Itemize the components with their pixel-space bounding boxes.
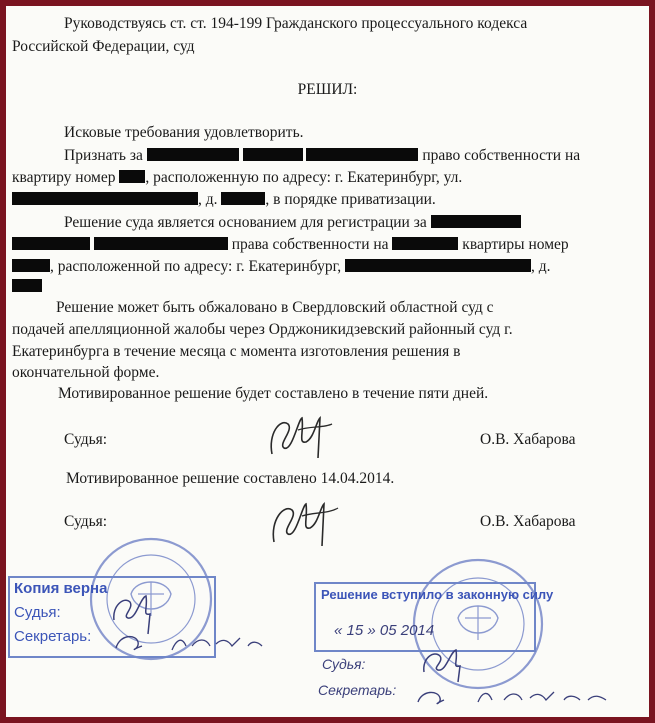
judge-label-2: Судья:	[64, 513, 108, 530]
copy-stamp-secretary: Секретарь:	[14, 628, 92, 645]
court-decision-page	[6, 6, 649, 717]
redaction	[119, 170, 145, 183]
para4-line-3: Екатеринбурга в течение месяца с момента изготовления решения в	[12, 343, 461, 360]
para4-line-4: окончательной форме.	[12, 364, 160, 381]
para2-line-3	[12, 190, 436, 210]
para4-line-2: подачей апелляционной жалобы через Орджоникидзевский районный суд г.	[12, 321, 513, 338]
para3-text-c: квартиры номер	[462, 236, 569, 253]
redaction	[345, 259, 531, 272]
legal-force-title: Решение вступило в законную силу	[321, 587, 554, 602]
redaction	[12, 192, 198, 205]
intro-line-1: Руководствуясь ст. ст. 194-199 Гражданского процессуального кодекса	[64, 15, 528, 32]
judge-label-1: Судья:	[64, 431, 108, 448]
para3-text-d: , расположенной по адресу: г. Екатеринбург,	[50, 258, 342, 275]
legal-force-stamp	[314, 582, 554, 652]
para2-text-c: квартиру номер	[12, 169, 116, 186]
judge-name-1: О.В. Хабарова	[480, 431, 576, 448]
para3-line-2	[12, 235, 569, 255]
judge-signature-2	[262, 490, 346, 552]
legal-force-secretary: Секретарь:	[318, 682, 397, 698]
redaction	[12, 279, 42, 292]
para4-line-1: Решение может быть обжаловано в Свердловский областной суд с	[56, 299, 494, 316]
para2-text-b: право собственности на	[422, 147, 581, 164]
redaction	[94, 237, 228, 250]
legal-force-date: « 15 » 05 2014	[334, 622, 435, 639]
para2-text-e: , д.	[198, 191, 218, 208]
para3-text-e: , д.	[530, 258, 551, 275]
para2-line-2	[12, 168, 462, 188]
para2-text-a: Признать за	[64, 147, 143, 164]
redaction	[12, 237, 90, 250]
redaction	[147, 148, 239, 161]
redaction	[221, 192, 265, 205]
para3-line-3	[12, 257, 550, 277]
decided-heading: РЕШИЛ:	[297, 81, 358, 98]
para2-line-1	[64, 146, 580, 166]
para2-text-f: , в порядке приватизации.	[265, 191, 436, 208]
redaction	[392, 237, 458, 250]
legal-force-judge: Судья:	[322, 656, 366, 672]
copy-stamp-title: Копия верна	[14, 580, 108, 597]
para3-text-b: права собственности на	[231, 236, 389, 253]
para3-text-a: Решение суда является основанием для регистрации за	[64, 214, 427, 231]
redaction	[12, 259, 50, 272]
para-claims-granted: Исковые требования удовлетворить.	[64, 124, 304, 141]
intro-line-2: Российской Федерации, суд	[12, 38, 195, 55]
para3-line-4	[12, 277, 42, 297]
para2-text-d: , расположенную по адресу: г. Екатеринбург, ул.	[145, 169, 463, 186]
judge-name-2: О.В. Хабарова	[480, 513, 576, 530]
redaction	[306, 148, 418, 161]
para3-line-1	[64, 213, 521, 233]
legal-force-signatures	[408, 646, 638, 712]
redaction	[431, 215, 521, 228]
copy-stamp-judge: Судья:	[14, 604, 61, 621]
judge-signature-1	[258, 404, 342, 466]
redaction	[243, 148, 303, 161]
copy-stamp-signatures	[102, 590, 282, 660]
motivated-done: Мотивированное решение составлено 14.04.2014.	[66, 470, 395, 487]
para-motivated-notice: Мотивированное решение будет составлено в течение пяти дней.	[58, 385, 489, 402]
